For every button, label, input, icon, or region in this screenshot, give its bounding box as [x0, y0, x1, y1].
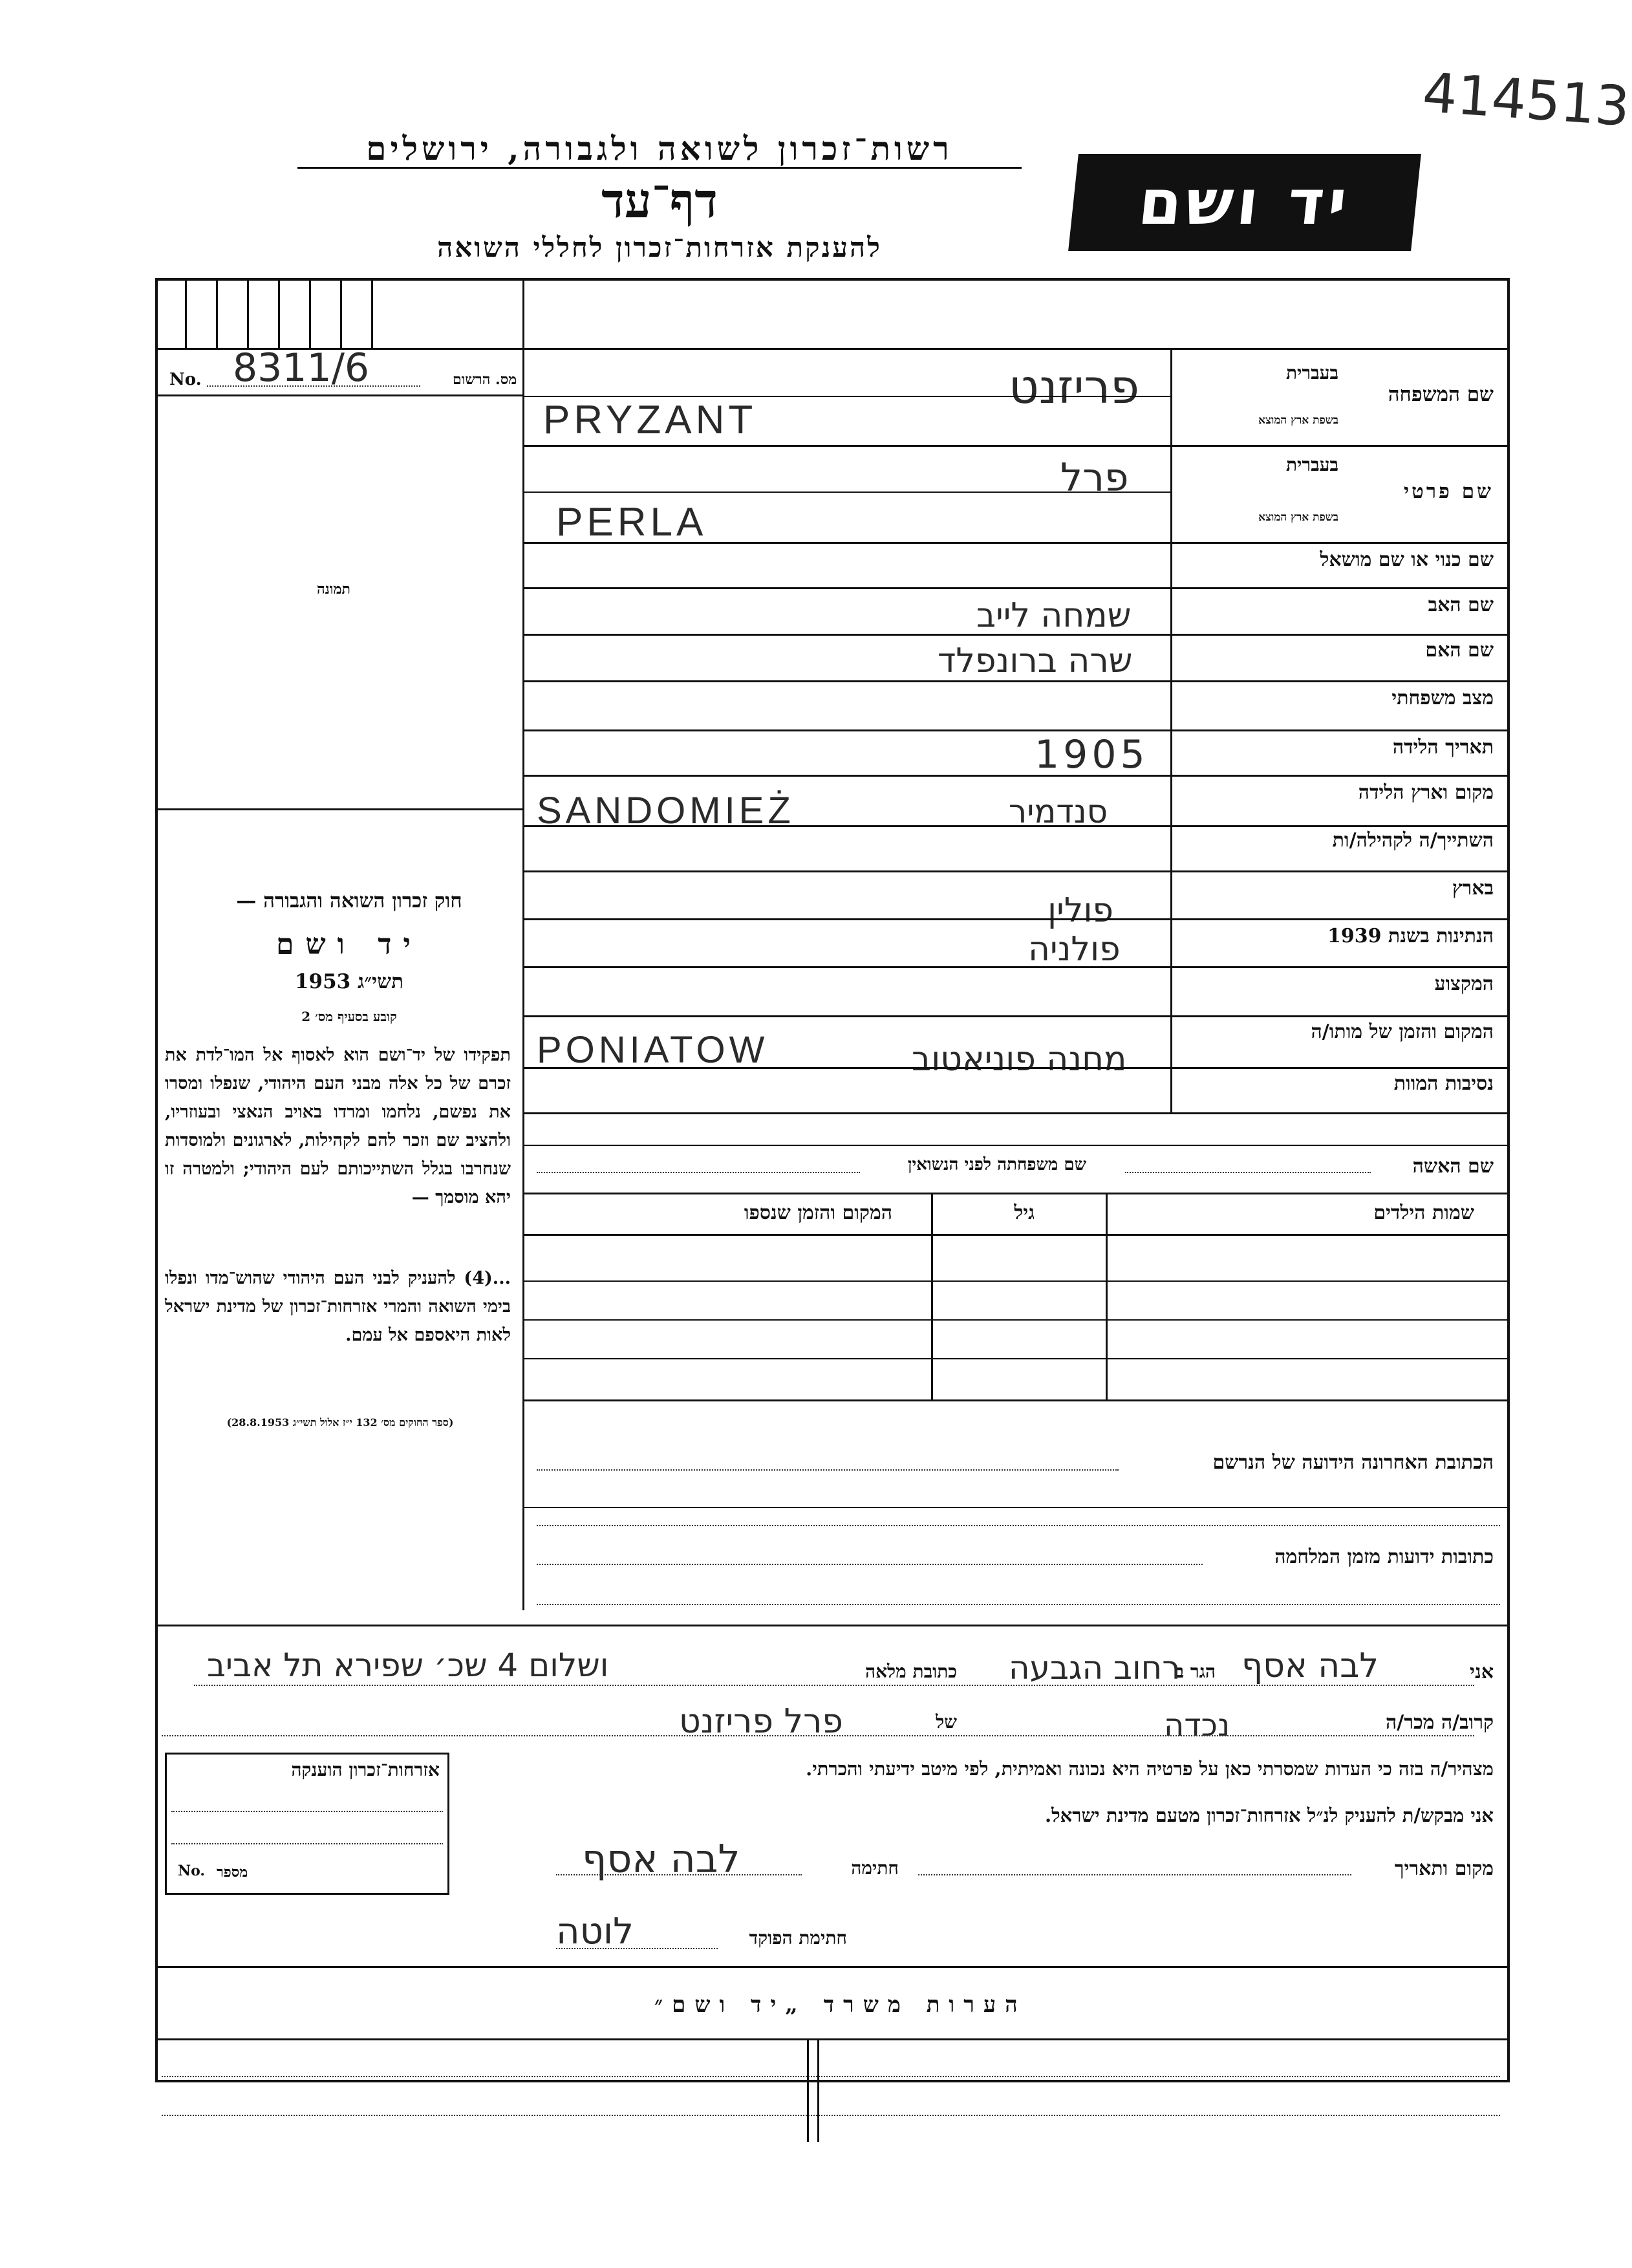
- wartime-address-label: כתובות ידועות מזמן המלחמה: [1274, 1546, 1494, 1568]
- form-subtitle: להענקת אזרחות־זכרון לחללי השואה: [437, 232, 882, 263]
- officer-signature: לוטה: [556, 1910, 634, 1952]
- death-cause-label: נסיבות המוות: [1393, 1072, 1494, 1095]
- archive-number: 414513: [1420, 60, 1632, 139]
- declarant-name: לבה אסף: [1241, 1647, 1379, 1685]
- nickname-label: שם כנוי או שם מושאל: [1320, 548, 1494, 571]
- first-name-native-label: בשפת ארץ המוצא: [1258, 511, 1338, 524]
- birth-date: 1905: [1035, 732, 1149, 777]
- law-title: חוק זכרון השואה והגבורה —: [236, 889, 462, 913]
- place-date-label: מקום ותאריך: [1394, 1857, 1494, 1880]
- nationality-label: הנתינות בשנת 1939: [1327, 925, 1494, 947]
- birth-place-label: מקום וארץ הלידה: [1358, 781, 1494, 804]
- law-paragraph-1: תפקידו של יד־ושם הוא לאסוף אל המו־לדת את זכרם של כל אלה מבני העם היהודי, שנפלו ומסרו את נפשם, נלחמו ומרדו באויב הנאצי ובעוזריו, ולהציב שם וזכר להם לקהילות, לארגונים ולמוסדות שנחרבו בגלל השתייכותם לעם היהודי; ולמטרה זו יהא מוסמך —: [165, 1045, 511, 1207]
- form-title: דף־עד: [601, 173, 718, 229]
- family-name-label: שם המשפחה: [1388, 383, 1494, 406]
- family-name-hebrew: פריזנט: [1009, 360, 1140, 414]
- signature-label: חתימה: [851, 1857, 899, 1879]
- relative-value: נכדה: [1164, 1707, 1230, 1744]
- mother-name-label: שם האם: [1425, 639, 1494, 662]
- citizenship-no-label: No.: [178, 1863, 206, 1879]
- children-col-2: [931, 1193, 933, 1399]
- left-column-divider: [522, 278, 524, 1610]
- logo-text: יד ושם: [1135, 166, 1355, 239]
- children-names-header: שמות הילדים: [1373, 1202, 1474, 1224]
- birth-place-native: SANDOMIEŻ: [537, 790, 795, 832]
- law-year: תשי״ג 1953: [294, 970, 404, 993]
- notes-title: הערות משרד „יד ושם״: [654, 1992, 1027, 2018]
- wife-name-label: שם האשה: [1412, 1155, 1494, 1178]
- country-label: בארץ: [1452, 877, 1494, 900]
- children-col-1: [1106, 1193, 1108, 1399]
- last-address-label: הכתובת האחרונה הידועה של הנרשם: [1212, 1451, 1494, 1474]
- photo-label: תמונה: [317, 581, 350, 598]
- family-name-native: PRYZANT: [543, 398, 757, 442]
- first-name-label: שם פרטי: [1403, 480, 1494, 503]
- birth-place-hebrew: סנדמיר: [1009, 793, 1108, 830]
- nationality-value: פולניה: [1028, 930, 1121, 969]
- resides-value: רחוב הגבעה: [1009, 1649, 1181, 1687]
- maiden-name-label: שם משפחתה לפני הנשואין: [907, 1155, 1086, 1174]
- authority-underline: [297, 167, 1022, 169]
- address-label: כתובת מלאה: [864, 1661, 957, 1682]
- law-paragraph-2: ...(4) להעניק לבני העם היהודי שהוש־מדו ונפלו בימי השואה והמרי אזרחות־זכרון של מדינת ישראל לאות היאספם אל עמם.: [165, 1268, 511, 1345]
- signature-value: לבה אסף: [582, 1837, 740, 1882]
- death-place-native: PONIATOW: [537, 1029, 769, 1071]
- authority-heading: רשות־זכרון לשואה ולגבורה, ירושלים: [366, 129, 953, 167]
- first-name-hebrew: פרל: [1060, 455, 1129, 501]
- citizenship-number-label: מספר: [217, 1864, 248, 1881]
- of-value: פרל פריזנט: [679, 1702, 843, 1741]
- law-name: יד ושם: [276, 928, 422, 961]
- first-name-hebrew-label: בעברית: [1285, 454, 1338, 475]
- address-value: ושלום 4 שכ׳ שפירא תל אביב: [207, 1647, 609, 1684]
- death-place-hebrew: מחנה פוניאטוב: [912, 1040, 1127, 1079]
- no-label: No.: [169, 370, 202, 389]
- father-name-label: שם האב: [1428, 594, 1494, 616]
- family-name-native-label: בשפת ארץ המוצא: [1258, 414, 1338, 427]
- country-value: פולין: [1047, 891, 1113, 930]
- registration-label: מס. הרשום: [453, 371, 517, 388]
- profession-label: המקצוע: [1434, 973, 1494, 995]
- notes-divider: [807, 2038, 809, 2142]
- relative-label: קרוב/ה מכר/ה: [1386, 1711, 1494, 1734]
- of-label: של: [936, 1711, 957, 1733]
- first-name-native: PERLA: [556, 500, 707, 545]
- declarant-i-label: אני: [1470, 1661, 1494, 1683]
- registration-number: 8311/6: [233, 345, 370, 391]
- family-name-hebrew-label: בעברית: [1285, 362, 1338, 383]
- mother-name: שרה ברונפלד: [938, 642, 1133, 680]
- marital-status-label: מצב משפחתי: [1391, 687, 1494, 709]
- community-label: השתייך/ה לקהילה/ות: [1332, 829, 1494, 852]
- birth-date-label: תאריך הלידה: [1392, 736, 1494, 759]
- yad-vashem-logo: [1068, 154, 1421, 251]
- citizenship-box-title: אזרחות־זכרון הוענקה: [291, 1759, 440, 1780]
- law-section: קובע בסעיף מס׳ 2: [301, 1009, 397, 1024]
- officer-signature-label: חתימת הפוקד: [749, 1927, 847, 1949]
- father-name: שמחה לייב: [976, 596, 1132, 635]
- request-text: אני מבקש/ת להעניק לנ״ל אזרחות־זכרון מטעם מדינת ישראל.: [1045, 1804, 1494, 1826]
- law-source: (ספר החוקים מס׳ 132 י״ז אלול תשי״ג 28.8.1953): [226, 1416, 454, 1429]
- death-place-label: המקום והזמן של מותו/ה: [1311, 1021, 1494, 1043]
- resides-label: הגר ב: [1175, 1661, 1216, 1682]
- declaration-text: מצהיר/ה בזה כי העדות שמסרתי כאן על פרטיה היא נכונה ואמיתית, לפי מיטב ידיעתי והכרתי.: [806, 1758, 1494, 1780]
- age-header: גיל: [1014, 1202, 1035, 1224]
- child-death-header: המקום והזמן שנספו: [744, 1202, 892, 1224]
